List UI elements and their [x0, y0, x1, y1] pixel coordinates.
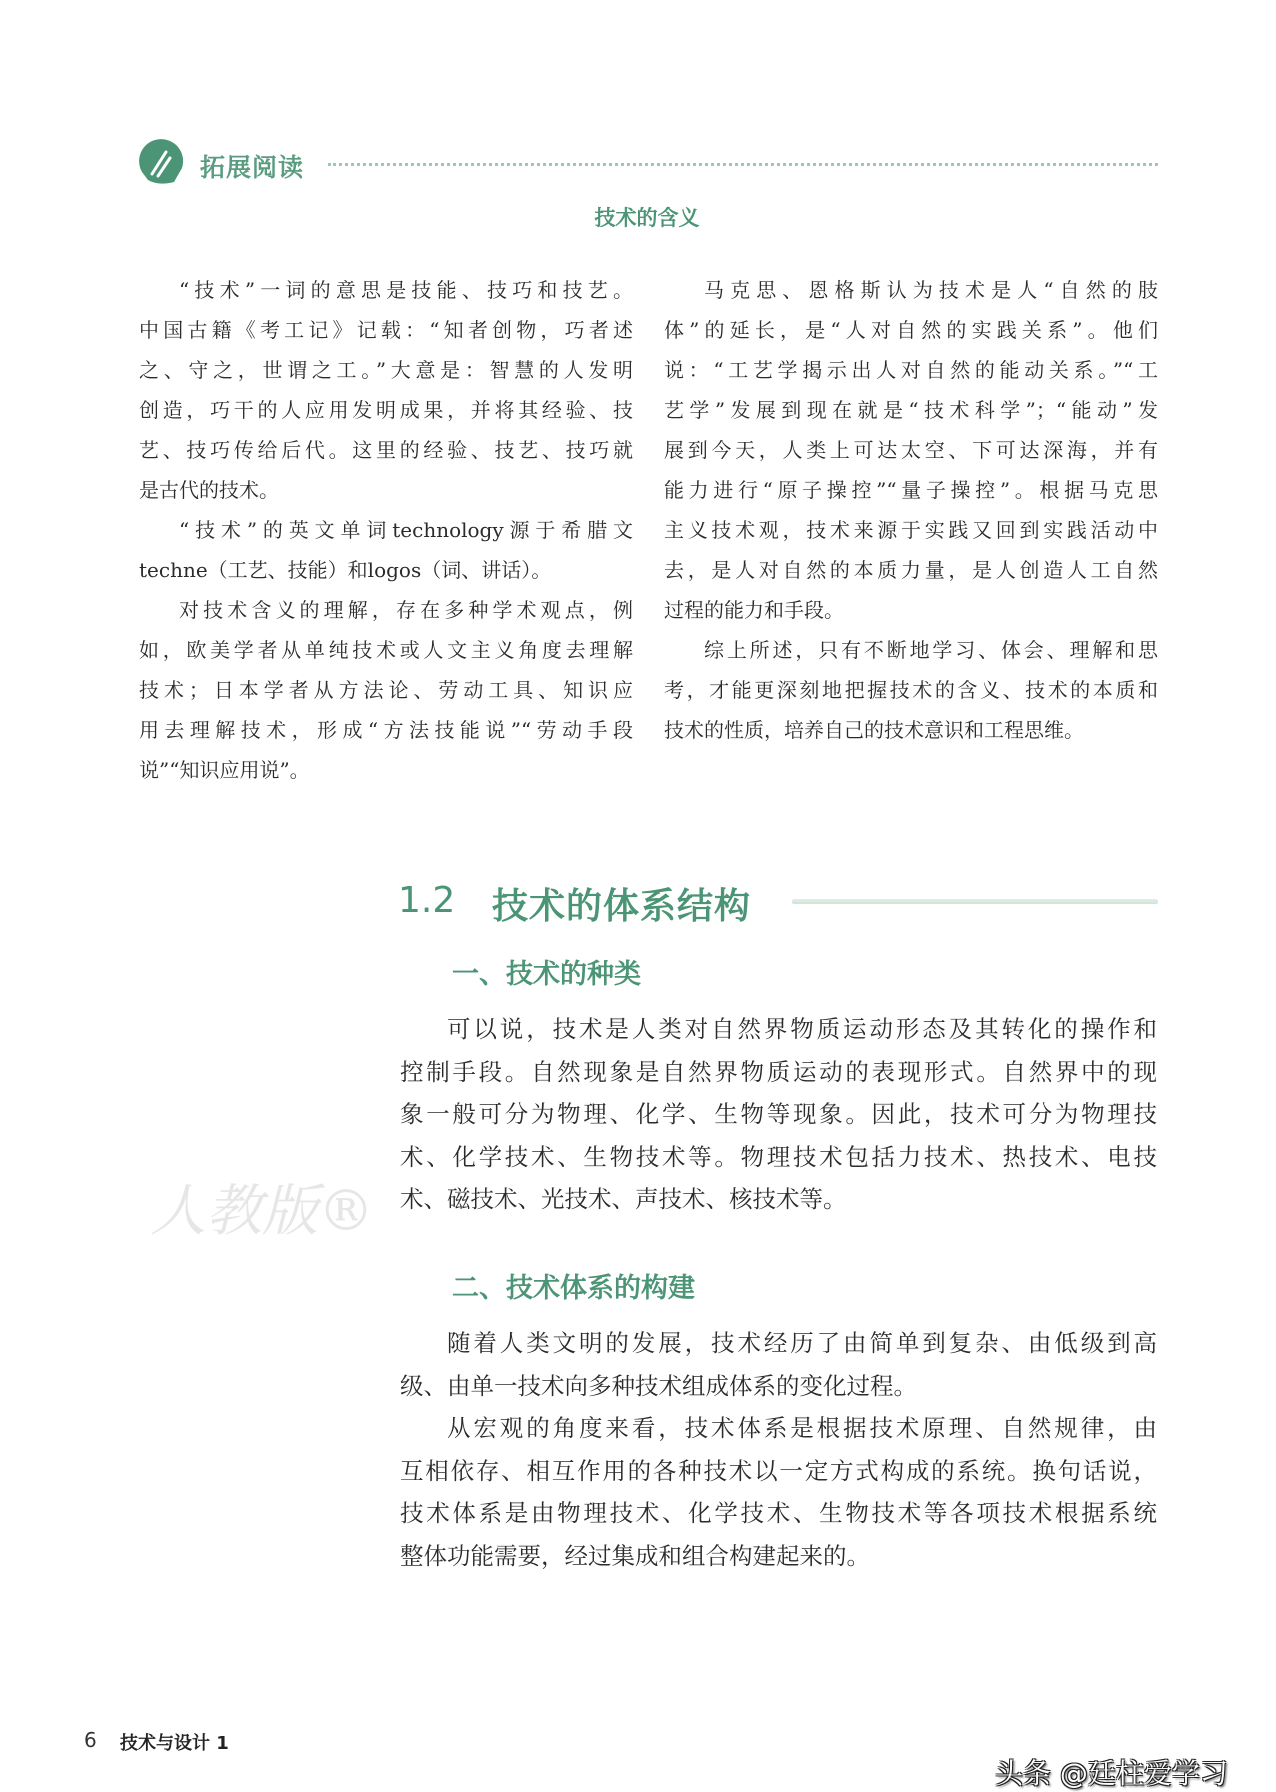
text-line: 展到今天，人类上可达太空、下可达深海，并有	[664, 438, 1158, 462]
text-line: 中国古籍《考工记》记载：“知者创物，巧者述	[139, 318, 633, 342]
subsection-body	[400, 1322, 1157, 1577]
text-line: 技术体系是由物理技术、化学技术、生物技术等各项技术根据系统	[400, 1499, 1157, 1527]
text-line: 对技术含义的理解，存在多种学术观点，例	[179, 598, 633, 622]
text-line: 能力进行“原子操控”“量子操控”。根据马克思	[664, 478, 1158, 502]
publisher-watermark-logo: 人教版®	[150, 1179, 374, 1244]
text-line: 技术；日本学者从方法论、劳动工具、知识应	[139, 678, 633, 702]
text-line: 整体功能需要，经过集成和组合构建起来的。	[400, 1541, 870, 1570]
section-number: 1.2	[398, 880, 456, 921]
text-line: 是古代的技术。	[139, 478, 279, 502]
text-line: 说：“工艺学揭示出人对自然的能动关系。”“工	[664, 358, 1158, 382]
text-line: 马克思、恩格斯认为技术是人“自然的肢	[704, 278, 1158, 302]
text-line: techne（工艺、技能）和logos（词、讲话）。	[139, 558, 552, 582]
section-title-rule	[792, 899, 1158, 904]
pen-leaf-icon	[138, 138, 186, 186]
reading-left-column	[139, 270, 633, 790]
text-line: 艺学”发展到现在就是“技术科学”；“能动”发	[664, 398, 1158, 422]
text-line: 可以说，技术是人类对自然界物质运动形态及其转化的操作和	[447, 1015, 1157, 1043]
text-line: 之、守之，世谓之工。”大意是：智慧的人发明	[139, 358, 633, 382]
text-line: 综上所述，只有不断地学习、体会、理解和思	[704, 638, 1158, 662]
text-line: 创造，巧干的人应用发明成果，并将其经验、技	[139, 398, 633, 422]
text-line: 如，欧美学者从单纯技术或人文主义角度去理解	[139, 638, 633, 662]
subsection-heading: 二、技术体系的构建	[452, 1273, 695, 1304]
reading-right-column	[664, 270, 1158, 750]
text-line: 控制手段。自然现象是自然界物质运动的表现形式。自然界中的现	[400, 1057, 1157, 1086]
reading-title: 技术的含义	[594, 206, 700, 230]
text-line: 用去理解技术，形成“方法技能说”“劳动手段	[139, 718, 633, 742]
text-line: 说”“知识应用说”。	[139, 758, 310, 782]
section-title: 技术的体系结构	[492, 886, 752, 927]
text-line: 术、化学技术、生物技术等。物理技术包括力技术、热技术、电技	[400, 1142, 1157, 1171]
book-title: 技术与设计 1	[120, 1733, 229, 1754]
text-line: 体”的延长，是“人对自然的实践关系”。他们	[664, 318, 1158, 342]
source-watermark: 头条 @廷柱爱学习	[995, 1757, 1228, 1790]
text-line: 去，是人对自然的本质力量，是人创造人工自然	[664, 558, 1158, 582]
subsection-heading: 一、技术的种类	[452, 959, 641, 990]
text-line: 随着人类文明的发展，技术经历了由简单到复杂、由低级到高	[447, 1329, 1157, 1357]
text-line: 主义技术观，技术来源于实践又回到实践活动中	[664, 518, 1158, 542]
text-line: 象一般可分为物理、化学、生物等现象。因此，技术可分为物理技	[400, 1100, 1157, 1128]
text-line: 从宏观的角度来看，技术体系是根据技术原理、自然规律，由	[447, 1414, 1157, 1442]
text-line: 过程的能力和手段。	[664, 598, 844, 622]
text-line: 技术的性质，培养自己的技术意识和工程思维。	[664, 718, 1084, 742]
text-line: 级、由单一技术向多种技术组成体系的变化过程。	[400, 1371, 917, 1400]
text-line: 艺、技巧传给后代。这里的经验、技艺、技巧就	[139, 438, 633, 462]
subsection-body	[400, 1008, 1157, 1221]
text-line: “技术”的英文单词technology源于希腊文	[179, 518, 633, 542]
dotted-divider	[328, 163, 1158, 166]
text-line: “技术”一词的意思是技能、技巧和技艺。	[179, 278, 633, 302]
text-line: 互相依存、相互作用的各种技术以一定方式构成的系统。换句话说，	[400, 1456, 1157, 1485]
page-number: 6	[84, 1728, 97, 1752]
text-line: 术、磁技术、光技术、声技术、核技术等。	[400, 1185, 847, 1213]
extended-reading-label: 拓展阅读	[200, 153, 305, 182]
text-line: 考，才能更深刻地把握技术的含义、技术的本质和	[664, 678, 1158, 702]
